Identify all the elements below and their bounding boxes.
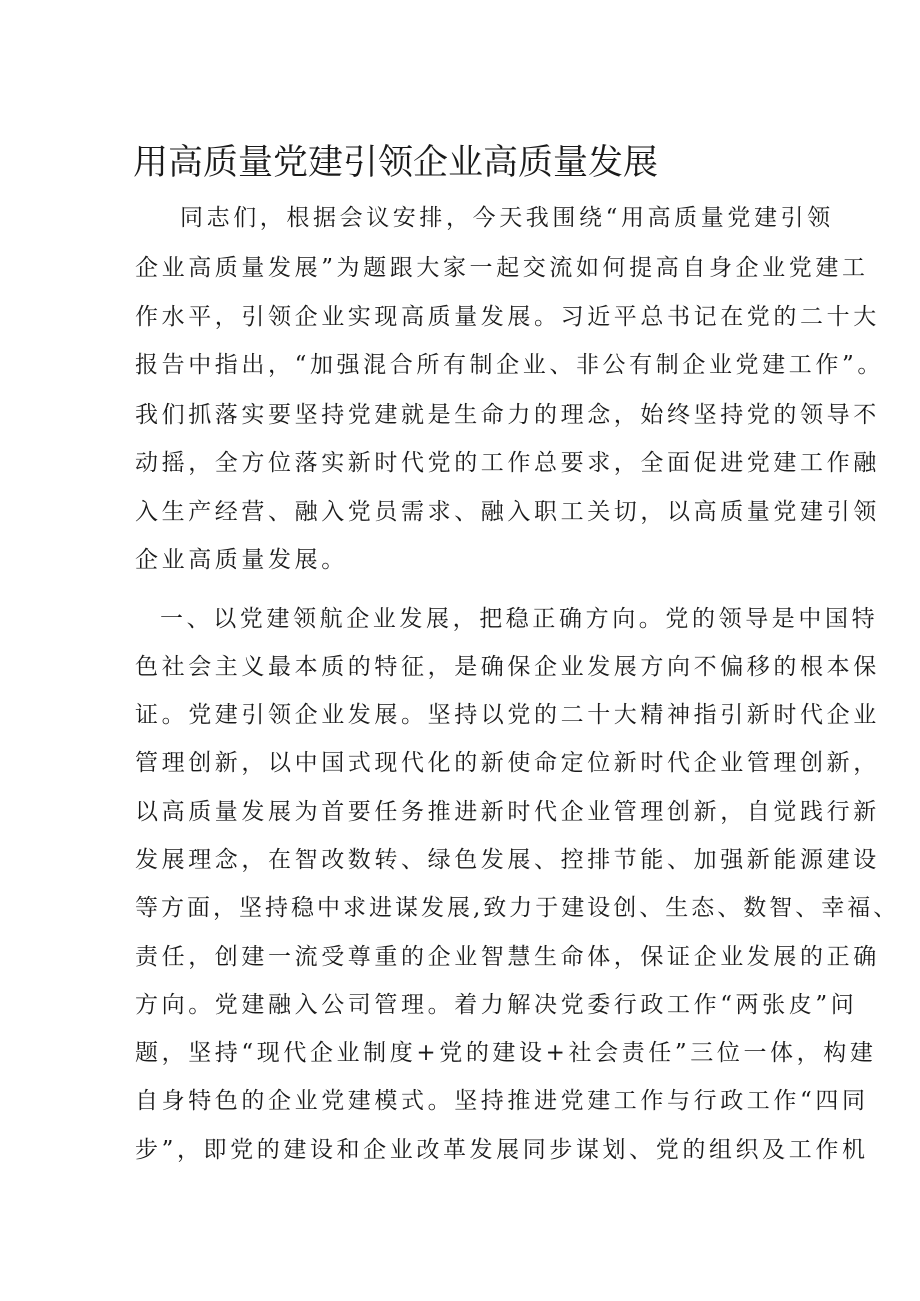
paragraph-1-line-5: 我们抓落实要坚持党建就是生命力的理念，始终坚持党的领导不	[135, 402, 880, 428]
paragraph-2-line-1: 一、以党建领航企业发展，把稳正确方向。党的领导是中国特	[160, 606, 879, 632]
paragraph-2-line-7: 等方面，坚持稳中求进谋发展,致力于建设创、生态、数智、幸福、	[135, 895, 900, 921]
paragraph-2-line-5: 以高质量发展为首要任务推进新时代企业管理创新，自觉践行新	[135, 799, 880, 825]
document-title: 用高质量党建引领企业高质量发展	[133, 143, 659, 183]
paragraph-1-line-7: 入生产经营、融入党员需求、融入职工关切，以高质量党建引领	[135, 499, 880, 525]
paragraph-1-line-8: 企业高质量发展。	[135, 547, 348, 573]
paragraph-2-line-8: 责任，创建一流受尊重的企业智慧生命体，保证企业发展的正确	[135, 944, 880, 970]
paragraph-2-line-12: 步”，即党的建设和企业改革发展同步谋划、党的组织及工作机	[135, 1137, 869, 1163]
paragraph-2-line-2: 色社会主义最本质的特征，是确保企业发展方向不偏移的根本保	[135, 654, 880, 680]
paragraph-1-line-1: 同志们，根据会议安排，今天我围绕“用高质量党建引领	[180, 205, 834, 231]
paragraph-2-line-10: 题，坚持“现代企业制度+党的建设+社会责任”三位一体，构建	[135, 1040, 877, 1066]
paragraph-2-line-11: 自身特色的企业党建模式。坚持推进党建工作与行政工作“四同	[135, 1088, 869, 1114]
paragraph-1-line-2: 企业高质量发展”为题跟大家一起交流如何提高自身企业党建工	[135, 255, 869, 281]
paragraph-2-line-9: 方向。党建融入公司管理。着力解决党委行政工作“两张皮”问	[135, 992, 858, 1018]
paragraph-2-line-6: 发展理念，在智改数转、绿色发展、控排节能、加强新能源建设	[135, 847, 880, 873]
paragraph-1-line-6: 动摇，全方位落实新时代党的工作总要求，全面促进党建工作融	[135, 450, 880, 476]
paragraph-2-line-4: 管理创新，以中国式现代化的新使命定位新时代企业管理创新，	[135, 750, 880, 776]
paragraph-1-line-4: 报告中指出，“加强混合所有制企业、非公有制企业党建工作”。	[135, 352, 884, 378]
paragraph-2-line-3: 证。党建引领企业发展。坚持以党的二十大精神指引新时代企业	[135, 702, 880, 728]
paragraph-1-line-3: 作水平，引领企业实现高质量发展。习近平总书记在党的二十大	[135, 304, 880, 330]
